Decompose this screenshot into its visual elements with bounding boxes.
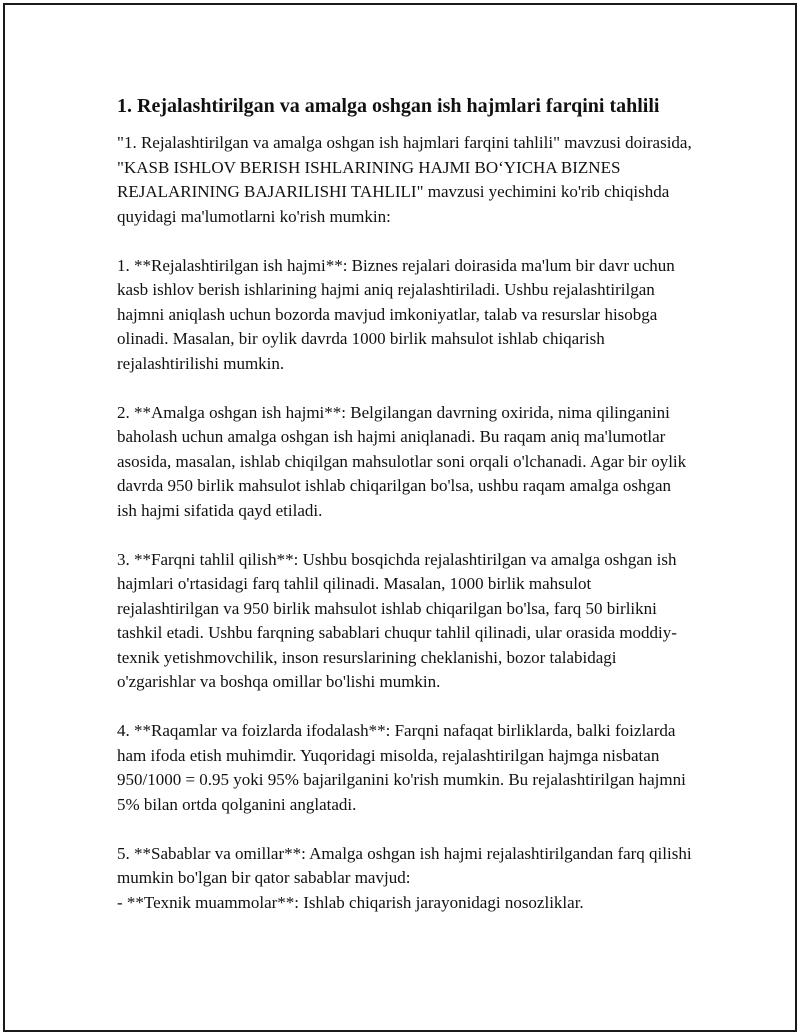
paragraph-difference-analysis: 3. **Farqni tahlil qilish**: Ushbu bosqichda rejalashtirilgan va amalga oshgan ish hajmlari o'rtasidagi farq tahlil qilinadi. Masalan, 1000 birlik mahsulot rejalashtirilgan va 950 birlik mahsulot ishlab chiqarilgan bo'lsa, farq 50 birlikni tashkil etadi. Ushbu farqning sabablari chuqur tahlil qilinadi, ular orasida moddiy-texnik yetishmovchilik, inson resurslarining cheklanishi, bozor talabidagi o'zgarishlar va boshqa omillar bo'lishi mumkin.	[117, 549, 677, 691]
intro-paragraph: "1. Rejalashtirilgan va amalga oshgan ish hajmlari farqini tahlili" mavzusi doirasida, "KASB ISHLOV BERISH ISHLARINING HAJMI BO‘YICHA BIZNES REJALARINING BAJARILISHI TAHLILI" mavzusi yechimini ko'rib chiqishda quyidagi ma'lumotlarni ko'rish mumkin:	[117, 133, 692, 226]
paragraph-reasons-factors: 5. **Sabablar va omillar**: Amalga oshgan ish hajmi rejalashtirilgandan farq qilishi mumkin bo'lgan bir qator sabablar mavjud: - **Texnik muammolar**: Ishlab chiqarish jarayonidagi nosozliklar.	[117, 843, 692, 912]
document-body	[117, 93, 692, 940]
paragraph-planned-volume: 1. **Rejalashtirilgan ish hajmi**: Biznes rejalari doirasida ma'lum bir davr uchun kasb ishlov berish ishlarining hajmi aniq rejalashtiriladi. Ushbu rejalashtirilgan hajmni aniqlash uchun bozorda mavjud imkoniyatlar, talab va resurslar hisobga olinadi. Masalan, bir oylik davrda 1000 birlik mahsulot ishlab chiqarish rejalashtirilishi mumkin.	[117, 255, 675, 373]
document-heading: 1. Rejalashtirilgan va amalga oshgan ish hajmlari farqini tahlili	[117, 95, 660, 117]
paragraph-percent-expression: 4. **Raqamlar va foizlarda ifodalash**: Farqni nafaqat birliklarda, balki foizlarda ham ifoda etish muhimdir. Yuqoridagi misolda, rejalashtirilgan hajmga nisbatan 950/1000 = 0.95 yoki 95% bajarilganini ko'rish mumkin. Bu rejalashtirilgan hajmni 5% bilan ortda qolganini anglatadi.	[117, 721, 686, 814]
paragraph-actual-volume: 2. **Amalga oshgan ish hajmi**: Belgilangan davrning oxirida, nima qilinganini baholash uchun amalga oshgan ish hajmi aniqlanadi. Bu raqam aniq ma'lumotlar asosida, masalan, ishlab chiqilgan mahsulotlar soni orqali o'lchanadi. Agar bir oylik davrda 950 birlik mahsulot ishlab chiqarilgan bo'lsa, ushbu raqam amalga oshgan ish hajmi sifatida qayd etiladi.	[117, 402, 687, 520]
